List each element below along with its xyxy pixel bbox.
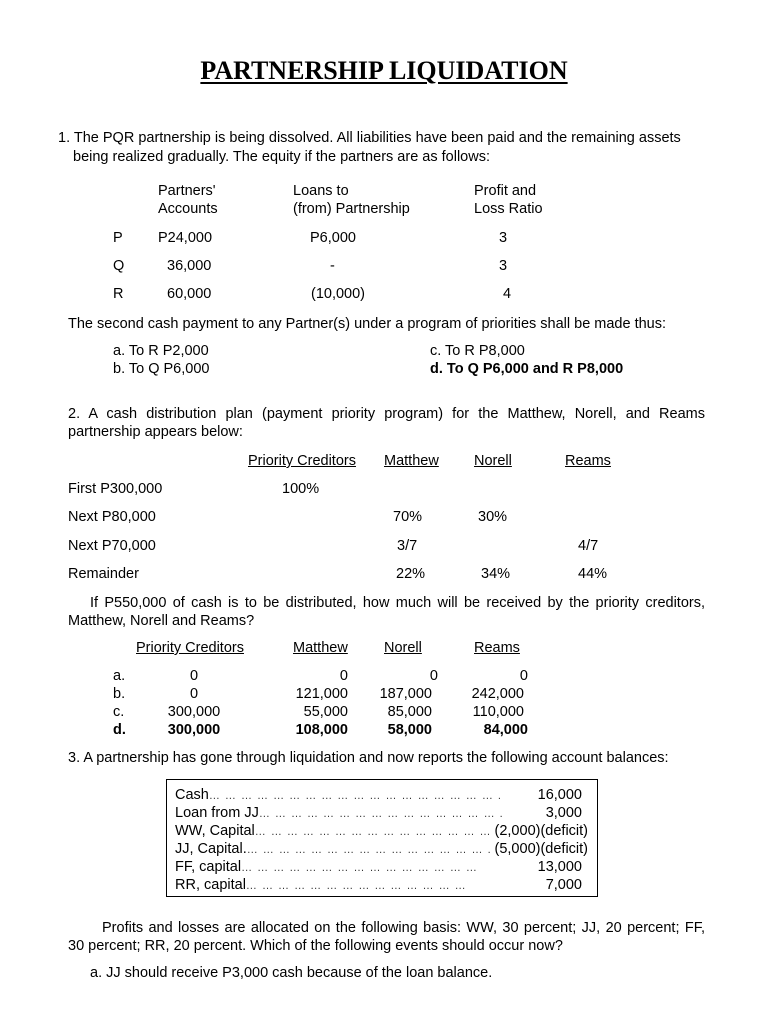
q2-ans-n: 0 bbox=[429, 668, 438, 684]
q2-plan-pc: 100% bbox=[282, 481, 320, 497]
q2-ans-r: 110,000 bbox=[472, 704, 524, 720]
q2-ans-pc: 300,000 bbox=[167, 704, 221, 720]
q3-para-line1: Profits and losses are allocated on the following basis: WW, 30 percent; JJ, 20 percent; FF, bbox=[102, 920, 705, 936]
balance-label: Cash… … … … … … … … … … … … … … … … … … . bbox=[175, 787, 502, 803]
balance-label: JJ, Capital.… … … … … … … … … … … … … … … . bbox=[175, 841, 492, 857]
q2-plan-matthew: 70% bbox=[393, 509, 423, 525]
q1-row-loan: (10,000) bbox=[311, 286, 366, 302]
q2-ans-letter: a. bbox=[113, 668, 126, 684]
q2-ans-r: 84,000 bbox=[483, 722, 528, 738]
q2-plan-label: First P300,000 bbox=[68, 481, 163, 497]
q2-ans-header-matthew: Matthew bbox=[293, 640, 348, 656]
q2-plan-label: Remainder bbox=[68, 566, 139, 582]
leader-dots: … … … … … … … … … … … … … … … bbox=[254, 826, 492, 838]
q1-header-loans-2: (from) Partnership bbox=[293, 201, 410, 217]
q1-header-loans-1: Loans to bbox=[293, 183, 349, 199]
q2-ans-pc: 0 bbox=[189, 686, 199, 702]
q2-ans-r: 242,000 bbox=[471, 686, 524, 702]
q2-ans-header-priority: Priority Creditors bbox=[136, 640, 244, 656]
q1-row-partner: R bbox=[113, 286, 124, 302]
q1-row-partner: P bbox=[113, 230, 123, 246]
q1-row-loan: P6,000 bbox=[310, 230, 356, 246]
q3-intro: 3. A partnership has gone through liquidation and now reports the following account balances: bbox=[68, 750, 669, 766]
balance-label: RR, capital… … … … … … … … … … … … … … bbox=[175, 877, 467, 893]
q1-row-loan: - bbox=[330, 258, 335, 274]
leader-dots: … … … … … … … … … … … … … … … bbox=[241, 862, 478, 874]
q1-row-ratio: 3 bbox=[499, 230, 508, 246]
q1-intro-line2: being realized gradually. The equity if the partners are as follows: bbox=[73, 149, 490, 165]
q2-ans-n: 85,000 bbox=[387, 704, 432, 720]
q1-header-accounts-2: Accounts bbox=[158, 201, 218, 217]
q2-ans-m: 121,000 bbox=[295, 686, 348, 702]
q2-ans-header-reams: Reams bbox=[474, 640, 520, 656]
q2-ans-pc: 0 bbox=[189, 668, 199, 684]
q1-row-account: P24,000 bbox=[158, 230, 213, 246]
leader-dots: … … … … … … … … … … … … … … … . bbox=[246, 844, 492, 856]
q1-choice-d: d. To Q P6,000 and R P8,000 bbox=[430, 361, 624, 377]
balance-label: FF, capital… … … … … … … … … … … … … … … bbox=[175, 859, 478, 875]
q2-plan-reams: 4/7 bbox=[578, 538, 599, 554]
balance-value: 16,000 bbox=[537, 787, 582, 803]
q1-row-account: 36,000 bbox=[167, 258, 212, 274]
leader-dots: … … … … … … … … … … … … … … bbox=[245, 880, 467, 892]
q2-plan-label: Next P80,000 bbox=[68, 509, 156, 525]
q1-row-ratio: 4 bbox=[503, 286, 512, 302]
q1-question: The second cash payment to any Partner(s) under a program of priorities shall be made thus: bbox=[68, 316, 667, 332]
balance-value: 3,000 bbox=[545, 805, 582, 821]
q2-plan-reams: 44% bbox=[578, 566, 608, 582]
q1-header-accounts-1: Partners' bbox=[158, 183, 216, 199]
balance-label: WW, Capital… … … … … … … … … … … … … … … bbox=[175, 823, 492, 839]
page-title: PARTNERSHIP LIQUIDATION bbox=[200, 56, 568, 85]
q2-ans-m: 0 bbox=[339, 668, 348, 684]
balance-value: 7,000 bbox=[545, 877, 582, 893]
q1-choice-b: b. To Q P6,000 bbox=[113, 361, 210, 377]
q2-header-reams: Reams bbox=[565, 453, 611, 469]
q1-header-ratio-1: Profit and bbox=[474, 183, 537, 199]
balance-value: 13,000 bbox=[537, 859, 582, 875]
q2-plan-matthew: 22% bbox=[396, 566, 426, 582]
q2-plan-matthew: 3/7 bbox=[397, 538, 418, 554]
leader-dots: … … … … … … … … … … … … … … … . bbox=[258, 808, 504, 820]
balance-value: (5,000)(deficit) bbox=[494, 841, 588, 857]
q2-header-matthew: Matthew bbox=[384, 453, 439, 469]
q3-para-line2: 30 percent; RR, 20 percent. Which of the following events should occur now? bbox=[68, 938, 563, 954]
q2-ans-pc: 300,000 bbox=[167, 722, 221, 738]
q2-ans-letter: b. bbox=[113, 686, 126, 702]
q1-row-ratio: 3 bbox=[499, 258, 508, 274]
q2-ans-letter: c. bbox=[113, 704, 125, 720]
q1-header-ratio-2: Loss Ratio bbox=[474, 201, 543, 217]
q1-row-account: 60,000 bbox=[167, 286, 212, 302]
q2-ans-n: 187,000 bbox=[379, 686, 432, 702]
q2-ans-letter: d. bbox=[113, 722, 126, 738]
q2-ans-r: 0 bbox=[519, 668, 528, 684]
q2-ans-n: 58,000 bbox=[387, 722, 432, 738]
balance-label: Loan from JJ… … … … … … … … … … … … … … … . bbox=[175, 805, 504, 821]
q1-choice-c: c. To R P8,000 bbox=[430, 343, 525, 359]
q2-plan-norell: 30% bbox=[478, 509, 508, 525]
q2-question-line1: If P550,000 of cash is to be distributed, how much will be received by the priority creditors, bbox=[90, 595, 705, 611]
q1-row-partner: Q bbox=[113, 258, 125, 274]
q2-question-line2: Matthew, Norell and Reams? bbox=[68, 613, 255, 629]
q2-plan-norell: 34% bbox=[481, 566, 511, 582]
q2-intro-line1: 2. A cash distribution plan (payment priority program) for the Matthew, Norell, and Reams bbox=[68, 406, 705, 422]
q1-choice-a: a. To R P2,000 bbox=[113, 343, 209, 359]
q2-header-norell: Norell bbox=[474, 453, 512, 469]
q1-intro-line1: 1. The PQR partnership is being dissolved. All liabilities have been paid and the remaining assets bbox=[58, 130, 681, 146]
q2-ans-m: 55,000 bbox=[303, 704, 348, 720]
balance-value: (2,000)(deficit) bbox=[494, 823, 588, 839]
q2-plan-label: Next P70,000 bbox=[68, 538, 156, 554]
leader-dots: … … … … … … … … … … … … … … … … … … . bbox=[208, 790, 502, 802]
q2-ans-header-norell: Norell bbox=[384, 640, 422, 656]
q3-choice-a: a. JJ should receive P3,000 cash because of the loan balance. bbox=[90, 965, 493, 981]
q2-ans-m: 108,000 bbox=[295, 722, 348, 738]
q2-header-priority: Priority Creditors bbox=[248, 453, 356, 469]
q2-intro-line2: partnership appears below: bbox=[68, 424, 243, 440]
